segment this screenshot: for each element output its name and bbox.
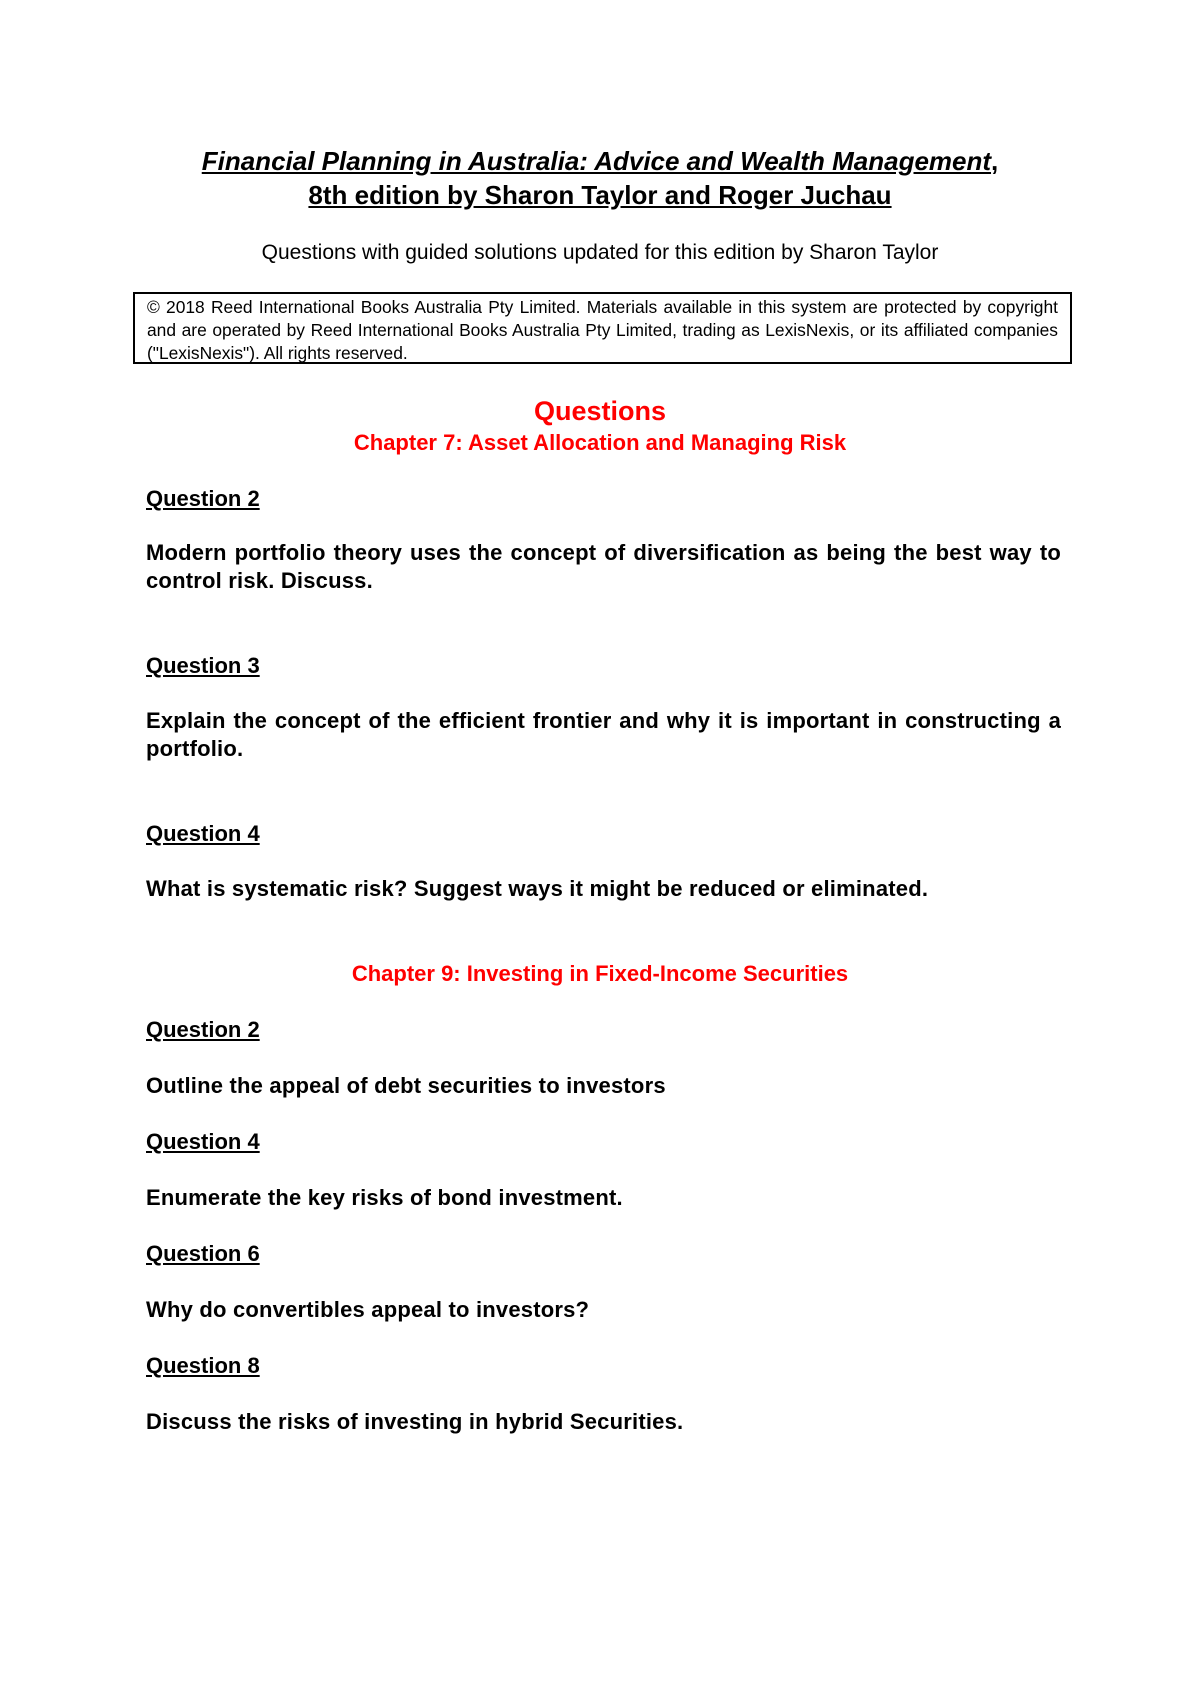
- chapter-9-heading: Chapter 9: Investing in Fixed-Income Securities: [351, 961, 849, 986]
- questions-heading: Questions: [533, 396, 667, 426]
- title-line-1: [0, 146, 1200, 177]
- book-title: Financial Planning in Australia: Advice and Wealth Management: [201, 146, 992, 176]
- chapter-7-question-3-text: Explain the concept of the efficient frontier and why it is important in constructing a portfolio.: [146, 708, 1061, 761]
- title-line-2: 8th edition by Sharon Taylor and Roger Juchau: [308, 180, 892, 210]
- chapter-7-question-3-label: Question 3: [146, 653, 260, 678]
- chapter-9-question-6-label: Question 6: [146, 1241, 260, 1266]
- chapter-7-heading: Chapter 7: Asset Allocation and Managing Risk: [353, 430, 847, 455]
- chapter-7-question-2-text: Modern portfolio theory uses the concept of diversification as being the best way to control risk. Discuss.: [146, 540, 1061, 593]
- chapter-9-question-8-text: Discuss the risks of investing in hybrid Securities.: [146, 1409, 684, 1434]
- chapter-9-question-4-label: Question 4: [146, 1129, 260, 1154]
- chapter-9-question-6-text: Why do convertibles appeal to investors?: [146, 1297, 590, 1322]
- chapter-7-question-4-label: Question 4: [146, 821, 260, 846]
- subtitle: Questions with guided solutions updated for this edition by Sharon Taylor: [261, 241, 939, 264]
- chapter-9-question-2-text: Outline the appeal of debt securities to investors: [146, 1073, 666, 1098]
- chapter-9-question-4-text: Enumerate the key risks of bond investment.: [146, 1185, 623, 1210]
- book-title-comma: ,: [991, 146, 999, 176]
- chapter-7-question-4-text: What is systematic risk? Suggest ways it might be reduced or eliminated.: [146, 876, 929, 901]
- copyright-notice: © 2018 Reed International Books Australia Pty Limited. Materials available in this system are protected by copyright and are operated by Reed International Books Australia Pty Limited, trading as LexisNexis, or its affiliated companies ("LexisNexis"). All rights reserved.: [133, 292, 1072, 364]
- chapter-7-question-2-label: Question 2: [146, 486, 260, 511]
- chapter-9-question-8-label: Question 8: [146, 1353, 260, 1378]
- chapter-9-question-2-label: Question 2: [146, 1017, 260, 1042]
